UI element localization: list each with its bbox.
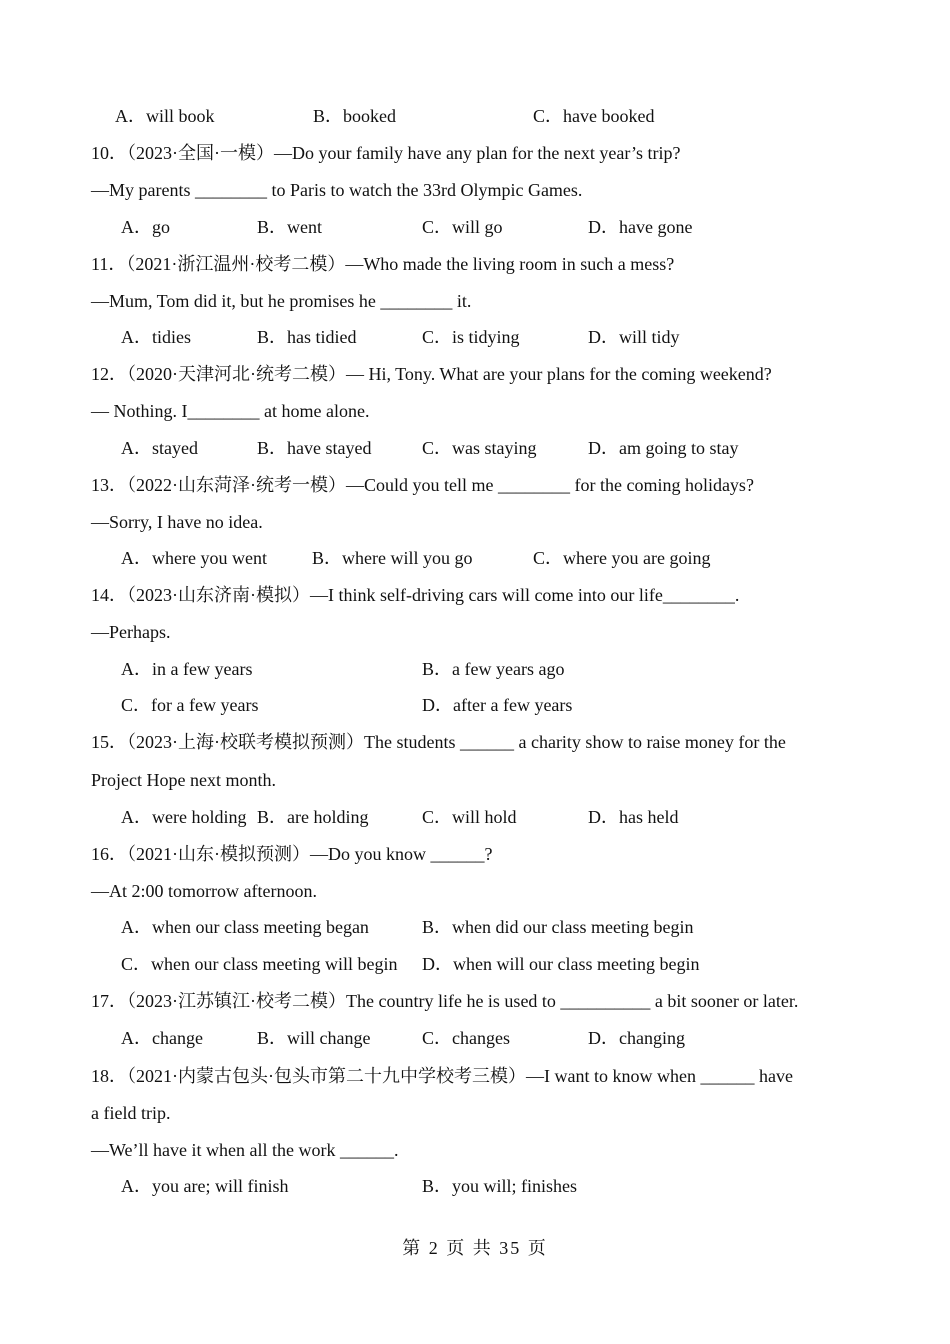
q10-response: —My parents ________ to Paris to watch the 33rd Olympic Games. [91, 180, 583, 200]
q17-option-c: C．changes [422, 1028, 510, 1048]
q16-option-a: A．when our class meeting began [121, 917, 369, 937]
q16-stem: 16．（2021·山东·模拟预测）—Do you know ______? [91, 844, 493, 864]
q12-option-b: B．have stayed [257, 438, 372, 458]
q15-option-c: C．will hold [422, 807, 517, 827]
q9-option-a: A．will book [115, 106, 215, 126]
q11-option-a: A．tidies [121, 327, 191, 347]
q10-stem: 10．（2023·全国·一模）—Do your family have any plan for the next year’s trip? [91, 143, 681, 163]
q10-option-c: C．will go [422, 217, 503, 237]
q11-option-d: D．will tidy [588, 327, 680, 347]
q15-stem-continued: Project Hope next month. [91, 770, 276, 790]
q12-option-c: C．was staying [422, 438, 537, 458]
q17-option-d: D．changing [588, 1028, 685, 1048]
q12-response: — Nothing. I________ at home alone. [91, 401, 370, 421]
q12-stem: 12．（2020·天津河北·统考二模）— Hi, Tony. What are your plans for the coming weekend? [91, 364, 772, 384]
q17-option-a: A．change [121, 1028, 203, 1048]
q13-option-a: A．where you went [121, 548, 267, 568]
q10-option-b: B．went [257, 217, 322, 237]
q18-option-a: A．you are; will finish [121, 1176, 289, 1196]
q9-option-c: C．have booked [533, 106, 655, 126]
q13-option-c: C．where you are going [533, 548, 711, 568]
q17-option-b: B．will change [257, 1028, 371, 1048]
q13-option-b: B．where will you go [312, 548, 473, 568]
q18-option-b: B．you will; finishes [422, 1176, 578, 1196]
q10-option-a: A．go [121, 217, 170, 237]
q16-response: —At 2:00 tomorrow afternoon. [91, 881, 317, 901]
q12-option-d: D．am going to stay [588, 438, 739, 458]
q14-response: —Perhaps. [91, 622, 171, 642]
q14-stem: 14．（2023·山东济南·模拟）—I think self-driving cars will come into our life________. [91, 585, 740, 605]
q15-option-d: D．has held [588, 807, 679, 827]
q10-option-d: D．have gone [588, 217, 693, 237]
q14-option-a: A．in a few years [121, 659, 253, 679]
q15-stem: 15．（2023·上海·校联考模拟预测）The students ______ a charity show to raise money for the [91, 732, 786, 752]
q15-option-b: B．are holding [257, 807, 369, 827]
q14-option-c: C．for a few years [121, 695, 259, 715]
q11-stem: 11．（2021·浙江温州·校考二模）—Who made the living room in such a mess? [91, 254, 675, 274]
q15-option-a: A．were holding [121, 807, 247, 827]
q11-response: —Mum, Tom did it, but he promises he ________ it. [91, 291, 472, 311]
q9-option-b: B．booked [313, 106, 396, 126]
q14-option-b: B．a few years ago [422, 659, 565, 679]
q16-option-d: D．when will our class meeting begin [422, 954, 700, 974]
q13-response: —Sorry, I have no idea. [91, 512, 263, 532]
q16-option-b: B．when did our class meeting begin [422, 917, 694, 937]
q11-option-c: C．is tidying [422, 327, 520, 347]
page-footer: 第 2 页 共 35 页 [402, 1238, 548, 1258]
q11-option-b: B．has tidied [257, 327, 357, 347]
q18-response: —We’ll have it when all the work ______. [91, 1140, 399, 1160]
q18-stem-continued: a field trip. [91, 1103, 171, 1123]
q17-stem: 17．（2023·江苏镇江·校考二模）The country life he is used to __________ a bit sooner or later. [91, 991, 799, 1011]
q13-stem: 13．（2022·山东菏泽·统考一模）—Could you tell me ________ for the coming holidays? [91, 475, 754, 495]
q18-stem: 18．（2021·内蒙古包头·包头市第二十九中学校考三模）—I want to know when ______ have [91, 1066, 793, 1086]
q12-option-a: A．stayed [121, 438, 198, 458]
q14-option-d: D．after a few years [422, 695, 573, 715]
q16-option-c: C．when our class meeting will begin [121, 954, 398, 974]
